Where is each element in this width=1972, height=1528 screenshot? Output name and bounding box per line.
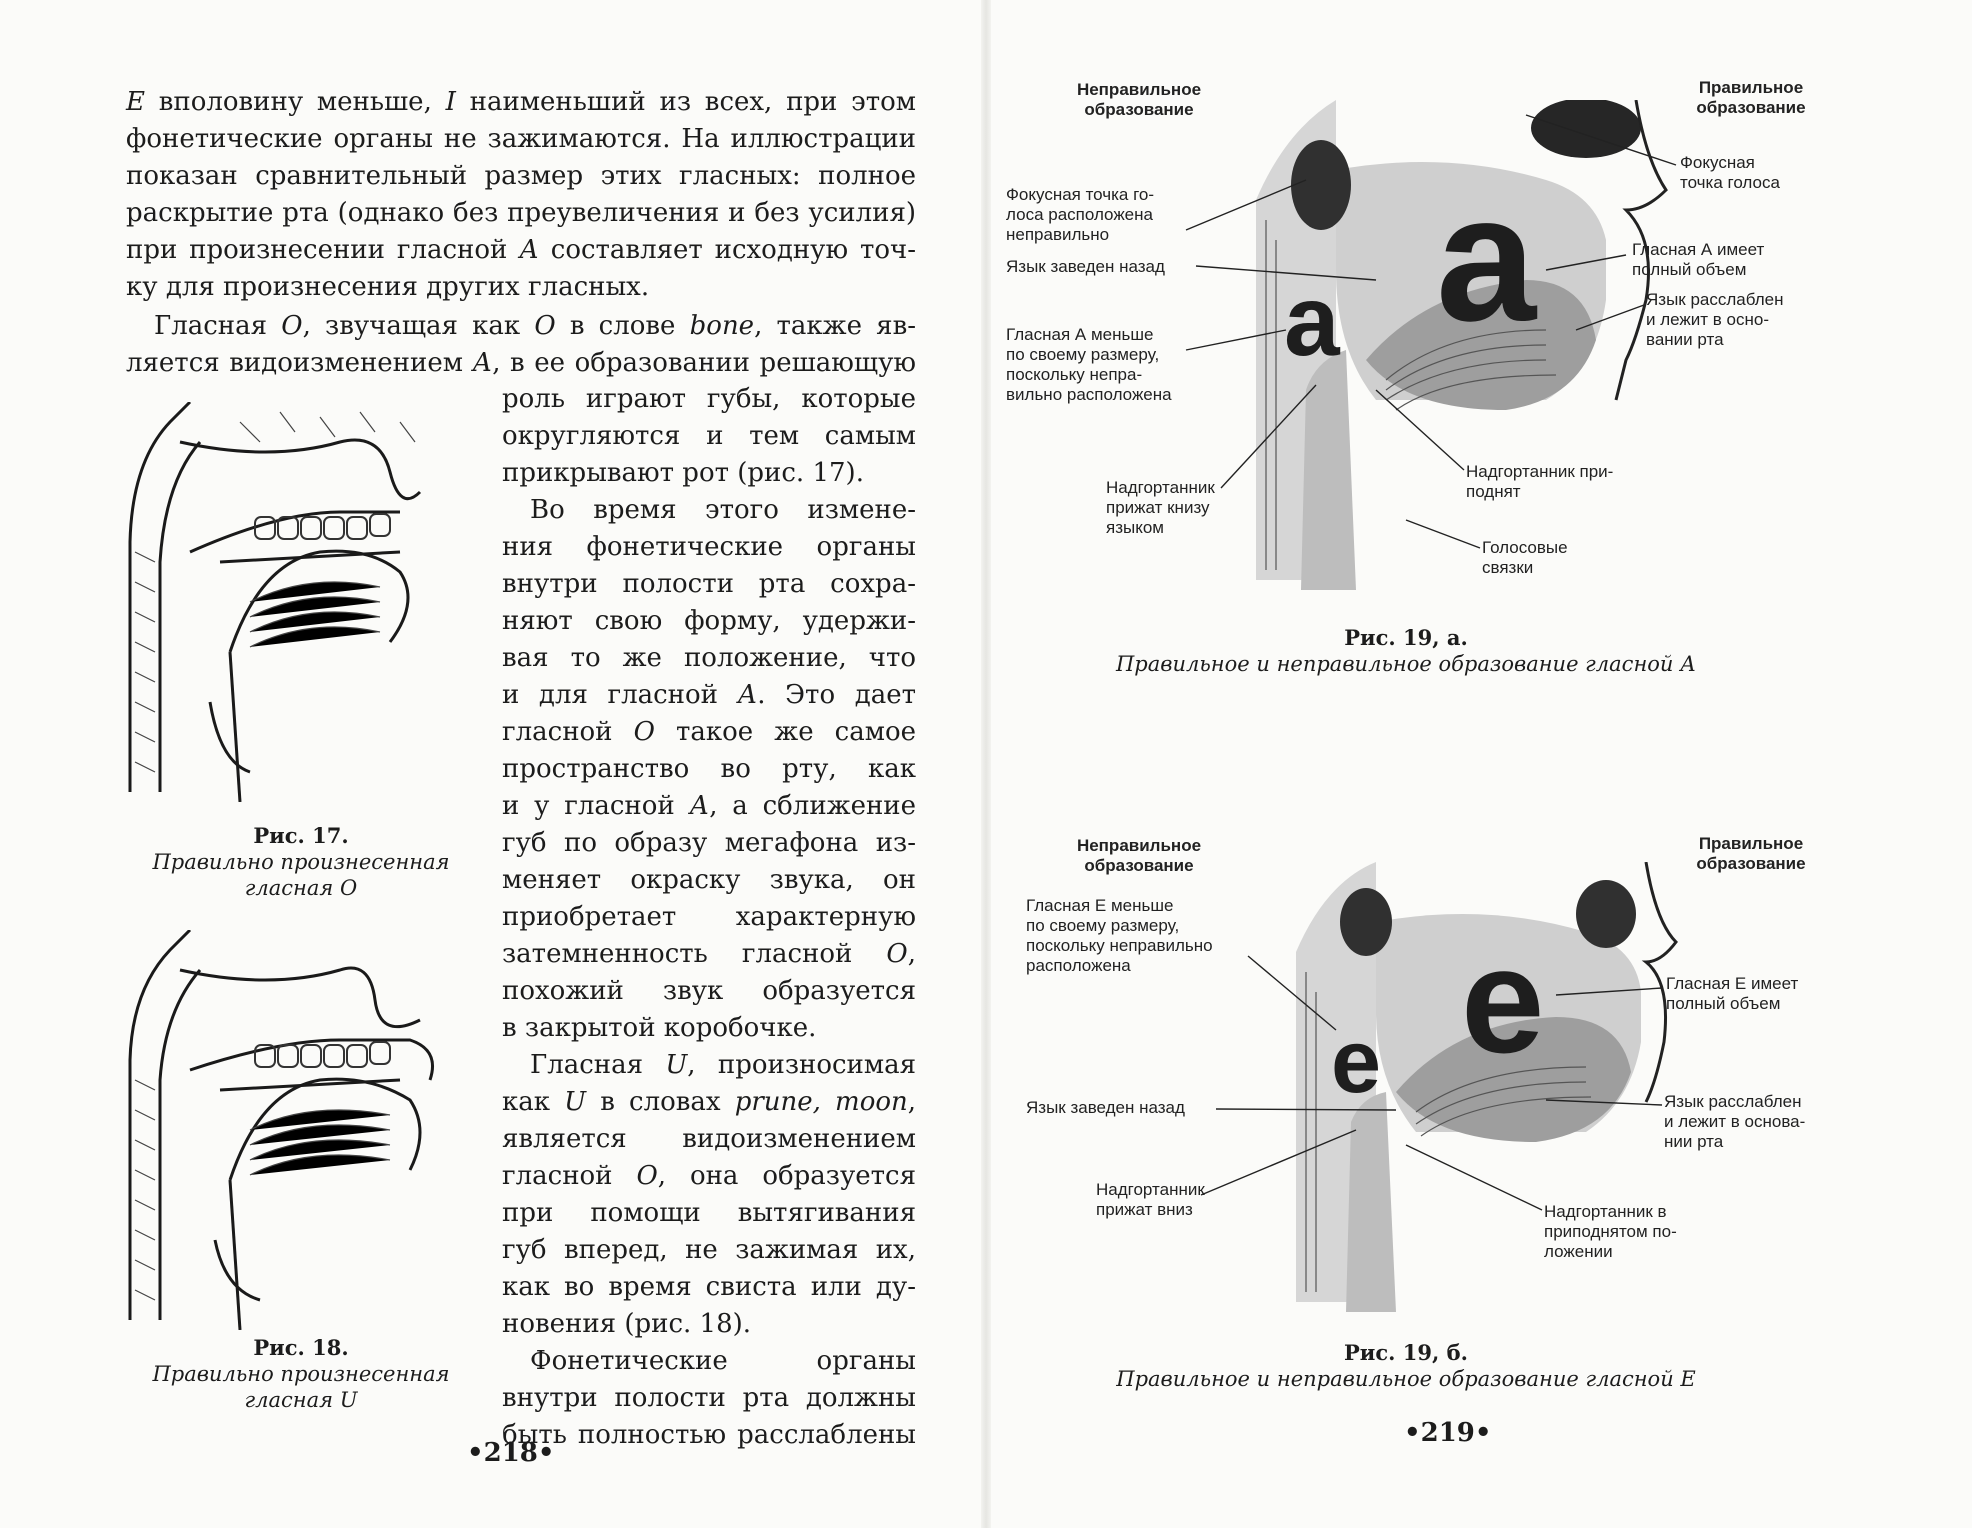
figure-19b-leader-lines: [986, 800, 1972, 1300]
label-epiglottis-pressed: Надгортанник прижат вниз: [1096, 1180, 1205, 1219]
paragraph-vowel-o: [126, 308, 916, 382]
label-epiglottis-pressed: Надгортанник прижат книзу языком: [1106, 478, 1215, 537]
text-line: Во время этого измене-: [530, 495, 916, 525]
figure-number: Рис. 19, а.: [1344, 625, 1468, 650]
figure-18-illustration: [120, 930, 490, 1330]
figure-title: Правильно произнесенная: [152, 850, 450, 874]
letter-e-small: e: [1331, 1012, 1382, 1112]
label-focus-incorrect: Фокусная точка го- лоса расположена неправильно: [1006, 185, 1155, 244]
page-number: •219•: [1404, 1418, 1492, 1448]
text-line: Фонетические органы: [530, 1346, 916, 1376]
text-line: фонетические органы не зажимаются. На иллюстрации: [126, 124, 916, 154]
text-line: внутри полости рта должны: [502, 1383, 916, 1413]
text-line: Гласная U, произносимая: [530, 1050, 917, 1080]
letter-e-large: e: [1461, 916, 1545, 1084]
label-tongue-back: Язык заведен назад: [1006, 257, 1165, 276]
label-vocal-cords: Голосовые связки: [1482, 538, 1568, 577]
text-line: пространство во рту, как: [502, 754, 916, 784]
right-page: [986, 0, 1972, 1528]
text-line: как во время свиста или ду-: [502, 1272, 916, 1302]
figure-number: Рис. 19, б.: [1344, 1340, 1468, 1365]
text-line: в закрытой коробочке.: [502, 1013, 817, 1043]
text-line: и для гласной А. Это дает: [502, 680, 916, 710]
header-incorrect: Неправильное образование: [1076, 836, 1202, 875]
figure-title: Правильно произнесенная: [152, 1362, 450, 1386]
text-line: няют свою форму, удержи-: [502, 606, 916, 636]
label-e-smaller: Гласная Е меньше по своему размеру, поскольку неправильно расположена: [1026, 896, 1213, 975]
text-line: показан сравнительный размер этих гласных: полное: [126, 161, 916, 191]
figure-number: Рис. 17.: [253, 823, 349, 848]
text-line: роль играют губы, которые: [502, 384, 916, 414]
text-line: приобретает характерную: [502, 902, 916, 932]
figure-19b-caption: [1106, 1340, 1706, 1392]
letter-a-small: a: [1284, 265, 1340, 377]
paragraph-column-right: [502, 381, 916, 1454]
text-line: раскрытие рта (однако без преувеличения и без усилия): [126, 198, 916, 228]
text-line: ния фонетические органы: [502, 532, 916, 562]
label-a-full: Гласная А имеет полный объем: [1632, 240, 1765, 279]
label-epiglottis-raised: Надгортанник в приподнятом по- ложении: [1544, 1202, 1677, 1261]
text-line: E вполовину меньше, I наименьший из всех, при этом: [126, 87, 916, 117]
text-line: быть полностью расслаблены: [502, 1420, 916, 1450]
label-focus-correct: Фокусная точка голоса: [1680, 153, 1780, 192]
figure-18-caption: [136, 1335, 466, 1413]
text-line: и у гласной А, а сближение: [502, 791, 916, 821]
label-tongue-relaxed: Язык расслаблен и лежит в осно- вании рта: [1646, 290, 1784, 349]
label-a-smaller: Гласная А меньше по своему размеру, поскольку непра- вильно расположена: [1006, 325, 1172, 404]
label-tongue-relaxed: Язык расслаблен и лежит в основа- нии рта: [1664, 1092, 1806, 1151]
text-line: при помощи вытягивания: [502, 1198, 916, 1228]
text-line: ку для произнесения других гласных.: [126, 272, 650, 302]
figure-19a-leader-lines: [986, 0, 1972, 640]
text-line: при произнесении гласной А составляет исходную точ-: [126, 235, 916, 265]
header-correct: Правильное образование: [1696, 78, 1806, 117]
text-line: прикрывают рот (рис. 17).: [502, 458, 864, 488]
label-e-full: Гласная Е имеет полный объем: [1666, 974, 1799, 1013]
letter-a-large: a: [1436, 158, 1537, 359]
text-line: гласной О, она образуется: [502, 1161, 916, 1191]
text-line: Гласная О, звучащая как О в слове bone, также яв-: [154, 311, 917, 341]
text-line: внутри полости рта сохра-: [502, 569, 916, 599]
figure-17-caption: [136, 823, 466, 901]
text-line: гласной О такое же самое: [502, 717, 916, 747]
text-line: как U в словах prune, moon,: [502, 1087, 917, 1117]
label-epiglottis-raised: Надгортанник при- поднят: [1466, 462, 1614, 501]
header-incorrect: Неправильное образование: [1076, 80, 1202, 119]
figure-title: гласная U: [244, 1388, 358, 1412]
figure-title: Правильное и неправильное образование гласной А: [1115, 652, 1697, 676]
label-tongue-back: Язык заведен назад: [1026, 1098, 1185, 1117]
text-line: ляется видоизменением А, в ее образовании решающую: [126, 348, 916, 378]
text-line: меняет окраску звука, он: [502, 865, 916, 895]
figure-title: Правильное и неправильное образование гласной Е: [1116, 1367, 1696, 1391]
text-line: губ по образу мегафона из-: [502, 828, 916, 858]
text-line: новения (рис. 18).: [502, 1309, 752, 1339]
text-line: губ вперед, не зажимая их,: [502, 1235, 916, 1265]
figure-17-illustration: [120, 402, 490, 802]
text-line: вая то же положение, что: [502, 643, 916, 673]
page-number: •218•: [467, 1438, 555, 1468]
figure-number: Рис. 18.: [253, 1335, 349, 1360]
figure-19a-caption: [1106, 625, 1706, 677]
header-correct: Правильное образование: [1696, 834, 1806, 873]
figure-title: гласная О: [244, 876, 358, 900]
text-line: округляются и тем самым: [502, 421, 916, 451]
text-line: затемненность гласной О,: [502, 939, 916, 969]
text-line: является видоизменением: [502, 1124, 916, 1154]
paragraph-intro: [126, 84, 916, 306]
text-line: похожий звук образуется: [502, 976, 916, 1006]
